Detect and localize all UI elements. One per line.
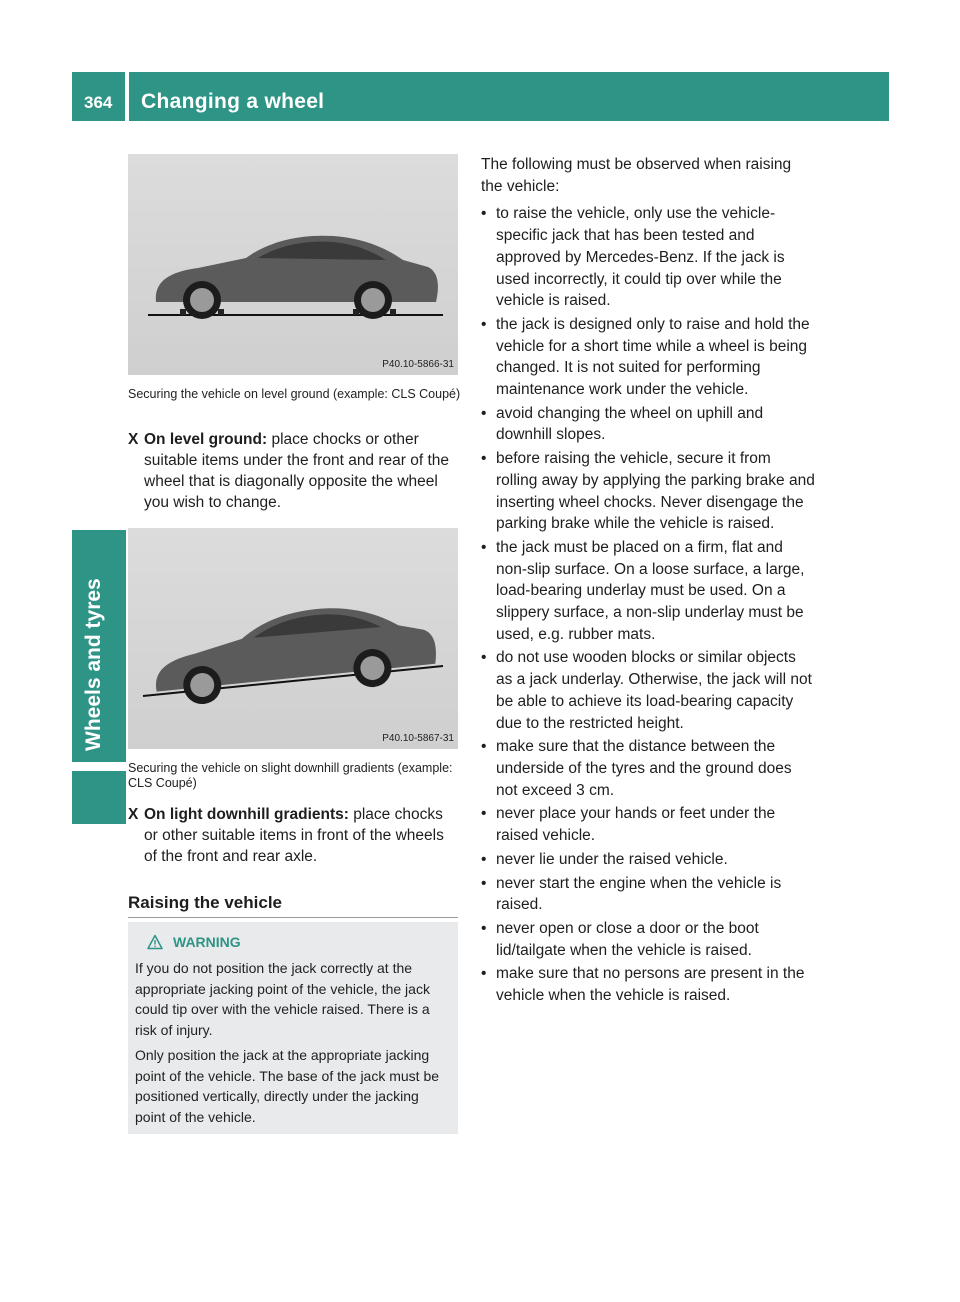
list-item: • the jack is designed only to raise and hold the vehicle for a short time while a wheel is being changed. It is not suited for performing maintenance work under the vehicle. <box>481 315 810 399</box>
warning-triangle-icon <box>147 934 163 950</box>
list-item: • avoid changing the wheel on uphill and downhill slopes. <box>481 404 764 444</box>
list-item: • do not use wooden blocks or similar objects as a jack underlay. Otherwise, the jack will not be able to achieve its load-bearing capacity due to the restricted height. <box>481 649 812 732</box>
heading-divider <box>128 917 458 918</box>
chapter-header <box>129 72 889 121</box>
list-intro: The following must be observed when raising the vehicle: <box>481 156 792 195</box>
list-item: • the jack must be placed on a firm, flat and non-slip surface. On a loose surface, a large, load-bearing underlay must be used. On a slippery surface, a non-slip underlay must be used, e.g. rubber mats. <box>481 538 805 643</box>
instruction-step <box>128 804 458 867</box>
precaution-list <box>481 203 815 1006</box>
page-number: 364 <box>84 93 113 112</box>
section-side-tab <box>72 530 126 762</box>
list-item: • to raise the vehicle, only use the vehicle-specific jack that has been tested and approved by Mercedes-Benz. If the jack is used incorrectly, it could tip over while the vehicle is raised. <box>481 205 785 310</box>
bullet-icon: • <box>481 738 487 756</box>
right-column <box>481 154 815 1009</box>
bullet-icon: • <box>481 538 487 556</box>
instruction-step <box>128 429 458 513</box>
step-text: place chocks or other suitable items in front of the wheels of the front and rear axle. <box>144 806 444 865</box>
bullet-icon: • <box>481 805 487 823</box>
warning-paragraph: If you do not position the jack correctly at the appropriate jacking point of the vehicle, the jack could tip over with the vehicle raised. There is a risk of injury. <box>135 960 430 1038</box>
warning-title-row <box>147 932 452 952</box>
figure-caption: Securing the vehicle on level ground (example: CLS Coupé) <box>128 387 461 401</box>
step-arrow-icon: X <box>128 431 139 448</box>
figure-code: P40.10-5866-31 <box>382 359 454 370</box>
list-item: • make sure that no persons are present in the vehicle when the vehicle is raised. <box>481 965 805 1005</box>
section-heading: Raising the vehicle <box>128 893 282 912</box>
list-item: • never start the engine when the vehicle is raised. <box>481 874 782 914</box>
car-level-illustration <box>128 154 458 375</box>
step-label: On level ground: <box>144 431 268 448</box>
step-arrow-icon: X <box>128 806 139 823</box>
figure-level-ground <box>128 154 458 375</box>
bullet-icon: • <box>481 450 487 468</box>
list-item: • make sure that the distance between the underside of the tyres and the ground does not exceed 3 cm. <box>481 738 792 799</box>
bullet-icon: • <box>481 919 487 937</box>
section-side-tab-label: Wheels and tyres <box>82 578 105 751</box>
bullet-icon: • <box>481 649 487 667</box>
step-text: place chocks or other suitable items under the front and rear of the wheel that is diagonally opposite the wheel you wish to change. <box>144 431 450 511</box>
list-item: • never lie under the raised vehicle. <box>481 849 815 871</box>
chapter-title: Changing a wheel <box>141 90 325 113</box>
bullet-icon: • <box>481 874 487 892</box>
warning-box <box>128 922 458 1134</box>
list-item: • never open or close a door or the boot lid/tailgate when the vehicle is raised. <box>481 919 759 959</box>
bullet-icon: • <box>481 404 487 422</box>
figure-caption: Securing the vehicle on slight downhill gradients (example: CLS Coupé) <box>128 761 453 790</box>
car-downhill-illustration <box>128 528 458 749</box>
bullet-icon: • <box>481 315 487 333</box>
bullet-icon: • <box>481 965 487 983</box>
warning-paragraph: Only position the jack at the appropriate jacking point of the vehicle. The base of the jack must be positioned vertically, directly under the jacking point of the vehicle. <box>135 1047 440 1125</box>
warning-title: WARNING <box>173 934 241 950</box>
side-tab-marker <box>72 771 126 824</box>
figure-code: P40.10-5867-31 <box>382 733 454 744</box>
list-item: • before raising the vehicle, secure it from rolling away by applying the parking brake and inserting wheel chocks. Never disengage the parking brake while the vehicle is raised. <box>481 450 815 533</box>
step-label: On light downhill gradients: <box>144 806 349 823</box>
bullet-icon: • <box>481 205 487 223</box>
bullet-icon: • <box>481 850 487 868</box>
figure-downhill <box>128 528 458 749</box>
list-item: • never place your hands or feet under the raised vehicle. <box>481 805 776 845</box>
page-number-box <box>72 72 125 121</box>
